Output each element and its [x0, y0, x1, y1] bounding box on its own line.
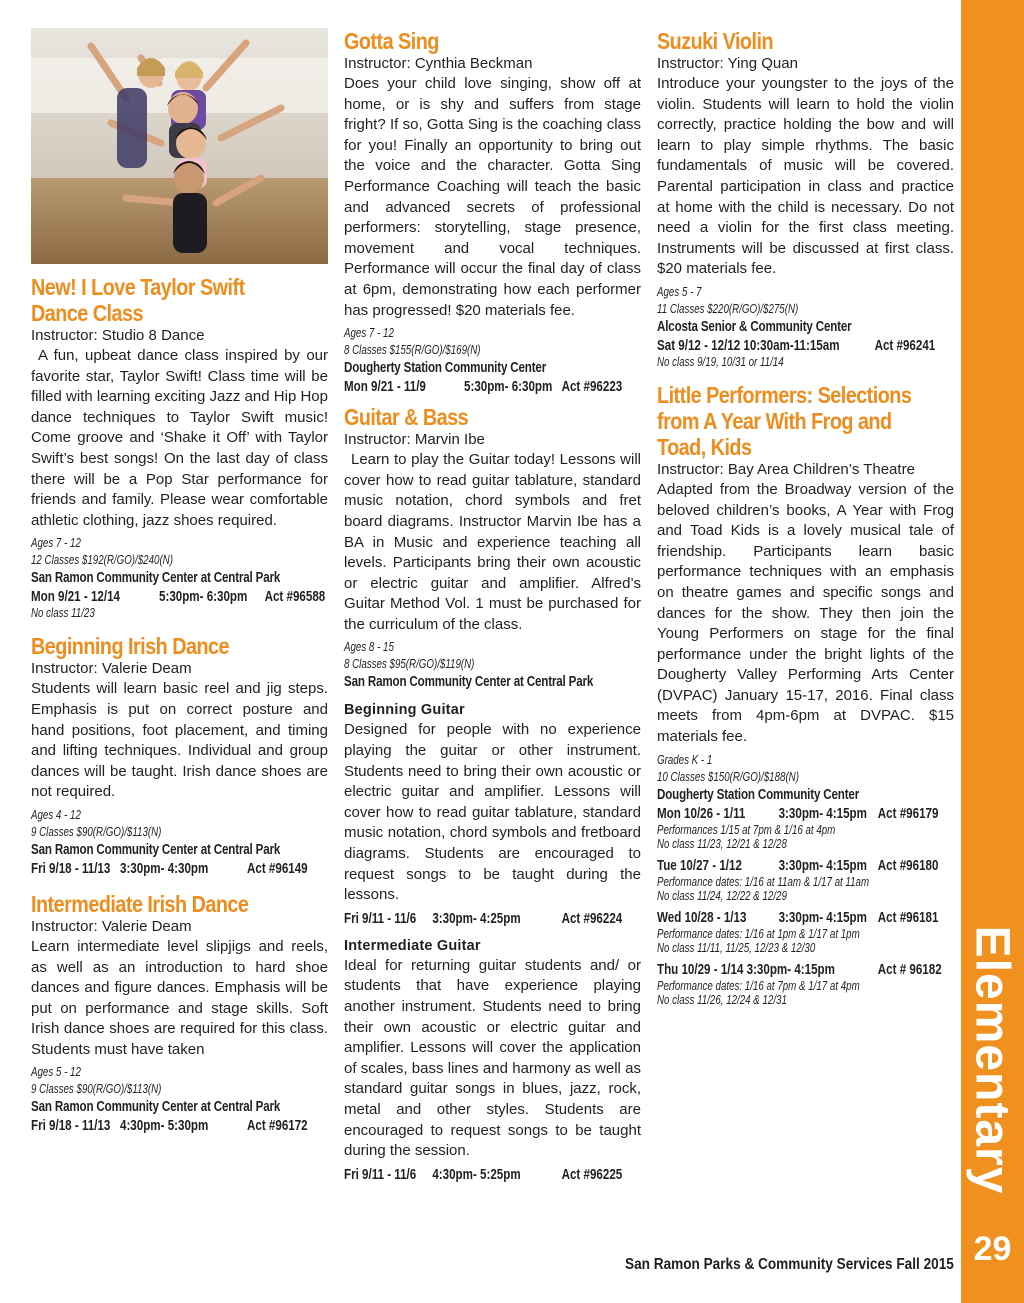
- schedule-note: No class 11/26, 12/24 & 12/31: [657, 992, 787, 1007]
- instructor: Instructor: Cynthia Beckman: [344, 55, 533, 72]
- course-title: Beginning Irish Dance: [31, 633, 229, 660]
- schedule-note: No class 11/23, 12/21 & 12/28: [657, 836, 787, 851]
- fees: 8 Classes $155(R/GO)/$169(N): [344, 343, 481, 358]
- children-dancing-image: [31, 28, 328, 264]
- schedule-row: [344, 910, 641, 928]
- schedule-row: [31, 860, 328, 878]
- schedule-date: Fri 9/18 - 11/13 4:30pm- 5:30pm: [31, 1118, 209, 1135]
- activity-number: Act #96588: [264, 589, 326, 606]
- course-description: Students will learn basic reel and jig steps. Emphasis is put on correct posture and hand positions, foot placement, and timing and lifting techniques. Individual and group dances will be taught. Irish dance shoes are not required.: [31, 680, 328, 801]
- course-title: Toad, Kids: [657, 433, 752, 460]
- schedule-date: Fri 9/11 - 11/6 3:30pm- 4:25pm: [344, 910, 521, 927]
- fees: 10 Classes $150(R/GO)/$188(N): [657, 769, 799, 784]
- fees: 11 Classes $220(R/GO)/$275(N): [657, 301, 799, 316]
- course-description: Does your child love singing, show off at home, or is shy and suffers from stage fright? If so, Gotta Sing is the coaching class for you! Finally an opportunity to bring out the voice and the character. Gotta Sing Performance Coaching will teach the basic and advanced secrets of professional performers: storytelling, stage presence, movement and vocal techniques. Performance will occur the final day of class at 6pm, demonstrating how each performer has progressed! $20 materials fee.: [344, 75, 641, 319]
- activity-number: Act #96241: [874, 337, 936, 354]
- instructor: Instructor: Valerie Deam: [31, 660, 192, 678]
- venue: Alcosta Senior & Community Center: [657, 318, 852, 335]
- performance-note: Performance dates: 1/16 at 1pm & 1/17 at 1pm: [657, 926, 860, 941]
- ages: Ages 5 - 7: [657, 284, 702, 299]
- activity-number: Act #96224: [561, 910, 623, 927]
- ages: Grades K - 1: [657, 752, 713, 767]
- ages: Ages 7 - 12: [344, 326, 394, 341]
- activity-number: Act #96225: [561, 1166, 623, 1183]
- schedule-date: Thu 10/29 - 1/14 3:30pm- 4:15pm: [657, 961, 835, 978]
- course-title: from A Year With Frog and: [657, 407, 892, 434]
- performance-note: Performance dates: 1/16 at 7pm & 1/17 at 4pm: [657, 978, 860, 993]
- instructor: Instructor: Bay Area Children’s Theatre: [657, 460, 915, 478]
- activity-number: Act #96180: [877, 857, 939, 874]
- instructor: Instructor: Studio 8 Dance: [31, 327, 205, 344]
- schedule-date: Mon 9/21 - 11/9: [344, 379, 426, 396]
- course-title: Guitar & Bass: [344, 404, 469, 431]
- course-description: A fun, upbeat dance class inspired by our favorite star, Taylor Swift! Class time will be filled with learning exciting Jazz and Hip Hop dance techniques to Taylor Swift music! Come groove and ‘Shake it Off’ with Taylor Swift’s best songs! On the last day of class there will be a Pop Star performance for friends and family. Please wear comfortable athletic clothing, jazz shoes required.: [31, 347, 328, 529]
- fees: 8 Classes $95(R/GO)/$119(N): [344, 657, 475, 672]
- ages: Ages 7 - 12: [31, 536, 81, 551]
- schedule-date: Mon 9/21 - 12/14: [31, 589, 120, 606]
- schedule-time: 3:30pm- 4:15pm: [778, 909, 867, 926]
- course-description: Designed for people with no experience playing the guitar or other instrument. Students need to bring their own acoustic or electric guitar and amplifier. Lessons will cover how to read guitar tablature, standard music notation, chord symbols and fretboard diagrams. Students are encouraged to request songs to be taught during the lessons.: [344, 721, 641, 904]
- instructor: Instructor: Marvin Ibe: [344, 431, 485, 449]
- schedule-note: No class 11/24, 12/22 & 12/29: [657, 888, 787, 903]
- schedule-date: Mon 10/26 - 1/11: [657, 805, 746, 822]
- footer-publication: San Ramon Parks & Community Services Fall 2015: [625, 1256, 954, 1273]
- activity-number: Act #96223: [561, 379, 623, 396]
- venue: Dougherty Station Community Center: [344, 360, 547, 377]
- course-title: New! I Love Taylor Swift: [31, 274, 245, 300]
- schedule-date: Tue 10/27 - 1/12: [657, 857, 742, 874]
- column-middle: [344, 28, 641, 1184]
- schedule-time: 3:30pm- 4:15pm: [778, 857, 867, 874]
- schedule-date: Wed 10/28 - 1/13: [657, 909, 747, 926]
- schedule-row: [31, 588, 328, 606]
- venue: San Ramon Community Center at Central Park: [31, 1099, 281, 1116]
- dance-class-photo: [31, 28, 328, 264]
- activity-number: Act # 96182: [877, 961, 942, 978]
- schedule-date: Fri 9/18 - 11/13 3:30pm- 4:30pm: [31, 860, 209, 877]
- schedule-row: [657, 337, 954, 355]
- schedule-row: [657, 857, 954, 875]
- course-title: Suzuki Violin: [657, 28, 774, 54]
- schedule-note: No class 11/11, 11/25, 12/23 & 12/30: [657, 940, 816, 955]
- schedule-row: [344, 378, 641, 396]
- schedule-row: [657, 909, 954, 927]
- schedule-row: [31, 1117, 328, 1135]
- column-left: [31, 28, 328, 1135]
- schedule-row: [657, 961, 954, 979]
- activity-number: Act #96179: [877, 805, 939, 822]
- venue: San Ramon Community Center at Central Park: [344, 674, 594, 691]
- schedule-time: 3:30pm- 4:15pm: [778, 805, 867, 822]
- fees: 12 Classes $192(R/GO)/$240(N): [31, 553, 173, 568]
- performance-note: Performances 1/15 at 7pm & 1/16 at 4pm: [657, 822, 836, 837]
- course-title: Little Performers: Selections: [657, 381, 912, 408]
- performance-note: Performance dates: 1/16 at 11am & 1/17 at 11am: [657, 874, 870, 889]
- schedule-time: 5:30pm- 6:30pm: [464, 379, 553, 396]
- course-description: Ideal for returning guitar students and/ or students that have experience playing another instrument. Students need to bring their own acoustic or electric guitar and amplifier. Lessons will cover the application of scales, bass lines and harmony as well as standard guitar songs in blues, jazz, rock, metal and other styles. Students are encouraged to request songs to be taught during the session.: [344, 956, 641, 1160]
- ages: Ages 8 - 15: [344, 640, 394, 655]
- course-subtitle: Beginning Guitar: [344, 702, 465, 719]
- schedule-time: 5:30pm- 6:30pm: [159, 589, 248, 606]
- activity-number: Act #96149: [247, 860, 308, 877]
- activity-number: Act #96181: [877, 909, 939, 926]
- activity-number: Act #96172: [247, 1118, 308, 1135]
- schedule-row: [657, 805, 954, 823]
- venue: Dougherty Station Community Center: [657, 786, 860, 803]
- schedule-date: Sat 9/12 - 12/12 10:30am-11:15am: [657, 337, 840, 354]
- course-description: Learn to play the Guitar today! Lessons will cover how to read guitar tablature, standard music notation, chord symbols and fret board diagrams. Instructor Marvin Ibe has a BA in Music and experience teaching all levels. Participants bring their own acoustic or electric guitar and amplifier. Alfred’s Guitar Method Vol. 1 must be purchased for the curriculum of the class.: [344, 451, 641, 633]
- course-title: Dance Class: [31, 300, 143, 326]
- course-title: Gotta Sing: [344, 28, 439, 54]
- course-subtitle: Intermediate Guitar: [344, 937, 481, 954]
- schedule-row: [344, 1166, 641, 1184]
- course-description: Adapted from the Broadway version of the beloved children’s books, A Year with Frog and Toad Kids is a lovely musical tale of friendship. Participants learn basic performance techniques with an emphasis on theatre games and specific songs and dances for the show. They then join the Young Performers on stage for the final performance under the bright lights of the Dougherty Valley Performing Arts Center (DVPAC) January 15-17, 2016. Final class meets from 4pm-6pm at DVPAC. $15 materials fee.: [657, 480, 954, 746]
- page-number: 29: [973, 1230, 1012, 1268]
- schedule-date: Fri 9/11 - 11/6 4:30pm- 5:25pm: [344, 1166, 521, 1183]
- section-label: Elementary: [965, 925, 1019, 1195]
- course-title: Intermediate Irish Dance: [31, 890, 249, 917]
- ages: Ages 5 - 12: [31, 1065, 81, 1080]
- fees: 9 Classes $90(R/GO)/$113(N): [31, 824, 162, 839]
- schedule-note: No class 11/23: [31, 606, 95, 621]
- venue: San Ramon Community Center at Central Park: [31, 570, 281, 587]
- instructor: Instructor: Valerie Deam: [31, 917, 192, 935]
- course-description: Introduce your youngster to the joys of the violin. Students will learn to hold the violin correctly, practice holding the bow and will learn to play simple rhythms. The basic fundamentals of music will be covered. Parental participation in class and practice at home with the child is necessary. Do not need a violin for the first class meeting. Instruments will be discussed at first class. $20 materials fee.: [657, 75, 954, 278]
- venue: San Ramon Community Center at Central Park: [31, 841, 281, 858]
- fees: 9 Classes $90(R/GO)/$113(N): [31, 1082, 162, 1097]
- course-description: Learn intermediate level slipjigs and reels, as well as an introduction to hard shoe dances and figure dances. Emphasis will be put on performance and stage skills. Soft Irish dance shoes are required for this class. Students must have taken: [31, 937, 328, 1058]
- schedule-note: No class 9/19, 10/31 or 11/14: [657, 354, 784, 369]
- ages: Ages 4 - 12: [31, 807, 81, 822]
- instructor: Instructor: Ying Quan: [657, 55, 798, 72]
- column-right: [657, 28, 954, 1007]
